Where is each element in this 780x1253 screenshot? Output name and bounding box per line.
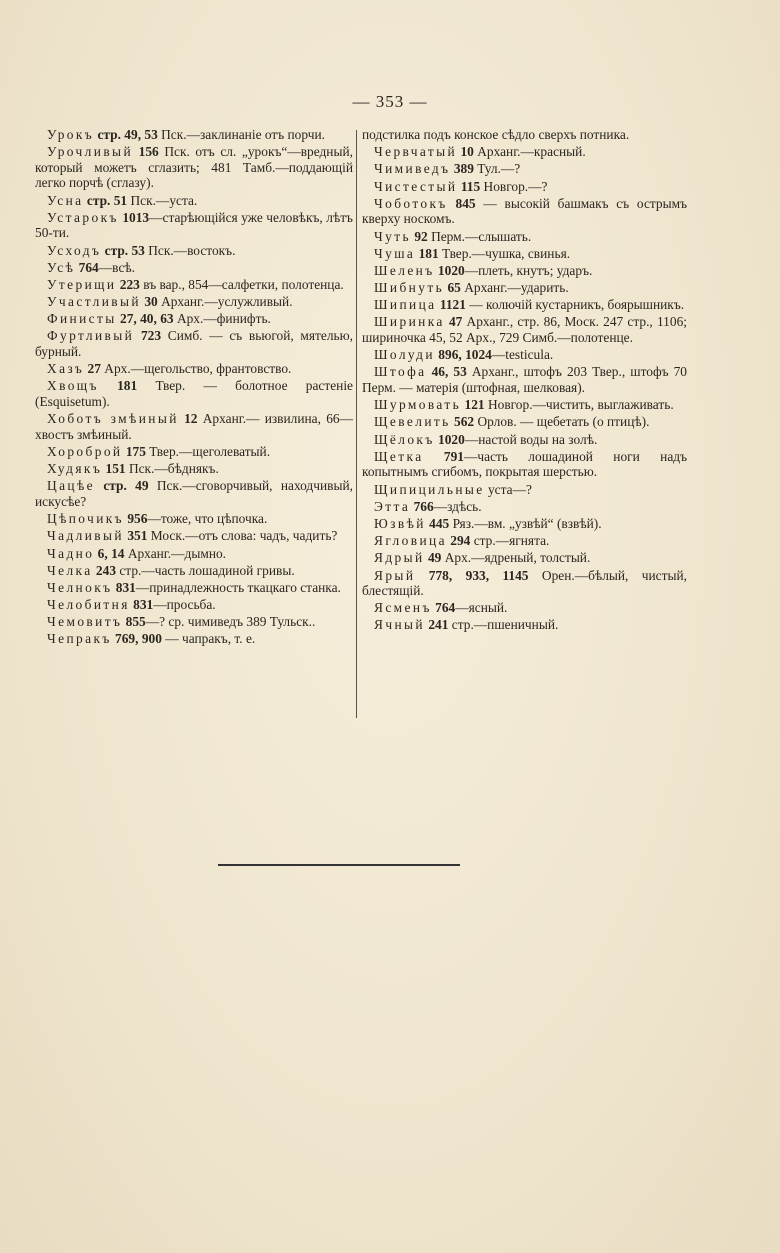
entry-headword: Челнокъ <box>47 579 113 595</box>
entry-definition: Арханг.—дымно. <box>124 545 227 561</box>
entry-headword: Участливый <box>47 294 141 310</box>
entry-definition: —testicula. <box>491 347 554 363</box>
entry-reference: 46, 53 <box>426 364 467 380</box>
entry-headword: Хазъ <box>47 361 85 377</box>
entry-definition: —? ср. чимиведъ 389 Тульск.. <box>145 614 316 630</box>
entry-definition: Твер.—чушка, свинья. <box>438 245 571 261</box>
entry-definition: — колючій кустарникъ, боярышникъ. <box>465 297 685 313</box>
entry-headword: Чимиведъ <box>374 161 451 177</box>
dictionary-entry <box>362 161 687 177</box>
entry-reference: стр. 51 <box>83 192 128 208</box>
entry-definition: — высокій башмакъ съ острымъ кверху носкомъ. <box>362 195 688 227</box>
entry-headword: Штофа <box>374 364 427 380</box>
entry-definition: подстилка подъ конское сѣдло сверхъ потника. <box>362 127 630 142</box>
entry-headword: Хороброй <box>47 444 123 459</box>
right-column <box>362 127 687 635</box>
dictionary-entry <box>35 631 353 647</box>
entry-reference: 1020 <box>434 262 465 278</box>
entry-reference: 1013 <box>118 209 150 225</box>
entry-definition: —часть лошадиной ноги надъ копытнымъ сгибомъ, покрытая шерстью. <box>362 448 687 480</box>
entry-definition: въ вар., 854—салфетки, полотенца. <box>139 276 344 292</box>
entry-reference: 27 <box>84 361 101 377</box>
entry-definition: Новгор.—чистить, выглаживать. <box>484 397 674 413</box>
dictionary-entry <box>362 432 687 448</box>
entry-definition: стр.—часть лошадиной гривы. <box>116 562 295 578</box>
entry-headword: Юзвѣй <box>374 515 426 531</box>
dictionary-entry <box>362 449 687 480</box>
entry-reference: 49 <box>424 550 442 566</box>
entry-headword: Чадно <box>47 545 95 561</box>
entry-reference: 223 <box>116 276 140 292</box>
entry-definition: Твер. — болотное растеніе (Esquisetum). <box>35 378 353 410</box>
dictionary-entry <box>362 516 687 532</box>
entry-definition: Орлов. — щебетать (о птицѣ). <box>474 414 650 430</box>
dictionary-entry <box>35 210 353 241</box>
entry-definition: Арх.—ядреный, толстый. <box>441 550 591 566</box>
dictionary-entry <box>35 311 353 327</box>
entry-reference: 723 <box>134 328 162 344</box>
dictionary-entry <box>362 229 687 245</box>
entry-reference: 181 <box>415 245 439 261</box>
dictionary-entry <box>362 550 687 566</box>
entry-headword: Шурмовать <box>374 397 462 413</box>
dictionary-entry <box>362 414 687 430</box>
entry-definition: Перм.—слышать. <box>427 228 532 244</box>
entry-definition: Пск.—сговорчивый, находчивый, искусѣе? <box>35 478 353 509</box>
entry-definition: —вcѣ. <box>98 259 136 275</box>
entry-reference: стр. 53 <box>101 242 145 258</box>
entry-headword: Худякъ <box>47 461 103 477</box>
dictionary-entry <box>35 328 353 359</box>
entry-definition: Твер.—щеголеватый. <box>145 444 271 459</box>
dictionary-entry <box>362 196 687 227</box>
entry-reference: 389 <box>450 161 474 177</box>
entry-definition: Симб. — съ вьюгой, мятелью, бурный. <box>35 328 353 360</box>
entry-definition: —плеть, кнутъ; ударъ. <box>464 262 593 278</box>
entry-headword: Щетка <box>374 448 424 464</box>
entry-headword: Усходъ <box>47 242 102 258</box>
entry-definition: Ряз.—вм. „узвѣй“ (взвѣй). <box>449 515 602 531</box>
entry-reference: 1020 <box>434 431 465 447</box>
dictionary-entry <box>362 533 687 549</box>
entry-headword: Челобитня <box>47 597 130 613</box>
dictionary-entry <box>35 528 353 544</box>
entry-reference: 115 <box>457 178 481 194</box>
entry-reference: 766 <box>410 498 434 514</box>
entry-reference: 151 <box>102 461 126 477</box>
dictionary-entry <box>35 580 353 596</box>
entry-headword: Чистестый <box>374 178 458 194</box>
dictionary-entry <box>35 243 353 259</box>
entry-headword: Хвощъ <box>47 378 99 394</box>
entry-headword: Чадливый <box>47 528 124 544</box>
entry-headword: Ячный <box>374 617 425 633</box>
entry-definition: — чапракъ, т. е. <box>161 631 256 647</box>
entry-headword: Цѣпочикъ <box>47 511 124 527</box>
dictionary-entry <box>35 597 353 613</box>
dictionary-entry <box>362 263 687 279</box>
entry-headword: Щевелить <box>374 414 451 430</box>
entry-headword: Урокъ <box>47 127 95 142</box>
left-column <box>35 127 353 649</box>
entry-headword: Ядрый <box>374 550 425 566</box>
dictionary-entry <box>35 294 353 310</box>
entry-headword: Усна <box>47 192 84 208</box>
dictionary-entry <box>35 361 353 377</box>
entry-headword: Хоботъ змѣиный <box>47 411 179 427</box>
entry-headword: Ярый <box>374 567 416 583</box>
entry-definition: стр.—ягнята. <box>470 533 550 549</box>
entry-headword: Финисты <box>47 311 117 327</box>
entry-headword: Шибнуть <box>374 280 445 296</box>
dictionary-entry <box>362 482 687 498</box>
entry-reference: 181 <box>98 378 138 394</box>
dictionary-entry <box>35 461 353 477</box>
entry-reference: 562 <box>450 414 475 430</box>
entry-reference: 121 <box>461 397 485 413</box>
entry-reference: 65 <box>444 280 461 296</box>
page-number: — 353 — <box>352 92 428 111</box>
entry-headword: Щёлокъ <box>374 431 435 447</box>
entry-headword: Урочливый <box>47 144 134 160</box>
entry-definition: стр.—пшеничный. <box>448 617 559 633</box>
dictionary-entry <box>35 411 353 442</box>
entry-definition: —здѣсь. <box>433 498 482 514</box>
entry-definition: Арханг.—услужливый. <box>157 294 293 310</box>
entry-headword: Цацѣе <box>47 478 95 494</box>
dictionary-entry <box>35 127 353 143</box>
dictionary-entry <box>362 364 687 395</box>
dictionary-entry <box>35 193 353 209</box>
entry-reference: 764 <box>431 600 456 616</box>
dictionary-entry <box>35 614 353 630</box>
entry-definition: Арханг., штофъ 203 Твер., штофъ 70 Перм. — матерія (штофная, шелковая). <box>362 364 688 396</box>
entry-definition: Пск.—уста. <box>127 192 198 208</box>
dictionary-entry <box>362 347 687 363</box>
entry-headword: Шеленъ <box>374 262 435 278</box>
dictionary-entry <box>35 260 353 276</box>
end-rule <box>218 864 460 866</box>
entry-reference: 6, 14 <box>94 545 125 561</box>
entry-headword: Ягловица <box>374 533 447 549</box>
entry-definition: —ясный. <box>455 600 508 616</box>
entry-headword: Червчатый <box>374 144 458 160</box>
entry-definition: —настой воды на золѣ. <box>464 431 598 447</box>
entry-headword: Ясменъ <box>374 600 432 616</box>
dictionary-entry <box>35 277 353 293</box>
column-divider <box>356 130 357 718</box>
entry-reference: 47 <box>444 314 463 330</box>
dictionary-entry <box>35 546 353 562</box>
entry-headword: Утерищи <box>47 276 117 292</box>
entry-reference: 445 <box>425 515 450 531</box>
entry-reference: 831 <box>112 579 136 595</box>
entry-headword: Челка <box>47 562 93 578</box>
dictionary-entry <box>362 314 687 345</box>
entry-reference: 243 <box>92 562 117 578</box>
dictionary-entry <box>35 563 353 579</box>
entry-definition: Моск.—отъ слова: чадъ, чадить? <box>147 528 338 544</box>
entry-reference: 92 <box>410 228 428 244</box>
entry-definition: уста—? <box>484 481 532 497</box>
entry-reference: 30 <box>140 294 158 310</box>
entry-headword: Шолуди <box>374 347 435 363</box>
entry-headword: Этта <box>374 498 411 514</box>
entry-definition: Орен.—бѣлый, чистый, блестящій. <box>362 567 687 599</box>
dictionary-entry <box>362 127 687 143</box>
dictionary-entry <box>35 511 353 527</box>
entry-definition: Пск. отъ сл. „урокъ“—вредный, который можетъ сглазить; 481 Тамб.—поддающій легко порчѣ (сглазу). <box>35 144 353 191</box>
entry-reference: 855 <box>122 614 146 630</box>
entry-reference: 27, 40, 63 <box>116 311 174 327</box>
entry-headword: Фуртливый <box>47 328 135 344</box>
entry-definition: —просьба. <box>153 597 216 613</box>
entry-definition: Арх.—финифть. <box>173 311 271 327</box>
entry-definition: —тоже, что цѣпочка. <box>147 511 268 527</box>
entry-reference: стр. 49, 53 <box>94 127 158 142</box>
entry-headword: Щипицильные <box>374 481 485 497</box>
entry-definition: Арханг., стр. 86, Моск. 247 стр., 1106; шириночка 45, 52 Арх., 729 Симб.—полотенце. <box>362 314 687 346</box>
entry-definition: Пск.—востокъ. <box>144 242 236 258</box>
entry-definition: Новгор.—? <box>480 178 548 194</box>
entry-definition: Арх.—щегольство, франтовство. <box>100 361 292 377</box>
dictionary-entry <box>362 568 687 599</box>
entry-reference: 351 <box>124 528 148 544</box>
entry-reference: 778, 933, 1145 <box>415 567 529 583</box>
entry-headword: Чуть <box>374 228 411 244</box>
entry-reference: 294 <box>446 533 471 549</box>
entry-reference: 241 <box>425 617 449 633</box>
entry-reference: 175 <box>122 444 146 459</box>
dictionary-entry <box>362 397 687 413</box>
entry-reference: 845 <box>447 195 476 211</box>
dictionary-entry <box>362 144 687 160</box>
entry-headword: Чепракъ <box>47 631 112 647</box>
entry-headword: Усѣ <box>47 259 76 275</box>
dictionary-entry <box>35 378 353 409</box>
dictionary-entry <box>362 280 687 296</box>
entry-definition: Арханг.—красный. <box>473 144 586 160</box>
entry-reference: 764 <box>75 259 99 275</box>
dictionary-entry <box>362 297 687 313</box>
entry-reference: стр. 49 <box>95 478 149 494</box>
dictionary-entry <box>362 617 687 633</box>
dictionary-entry <box>35 144 353 191</box>
entry-reference: 12 <box>178 411 198 427</box>
entry-definition: Арханг.—ударить. <box>460 280 569 296</box>
entry-reference: 10 <box>457 144 474 160</box>
entry-reference: 831 <box>129 597 154 613</box>
entry-definition: —старѣющійся уже человѣкъ, лѣтъ 50-ти. <box>35 209 353 241</box>
entry-reference: 769, 900 <box>111 631 162 647</box>
entry-reference: 1121 <box>436 297 466 313</box>
dictionary-entry <box>35 478 353 509</box>
entry-reference: 956 <box>124 511 148 527</box>
dictionary-entry <box>35 444 353 460</box>
entry-reference: 896, 1024 <box>434 347 492 363</box>
entry-definition: Пск.—заклинаніе отъ порчи. <box>157 127 325 142</box>
dictionary-entry <box>362 179 687 195</box>
dictionary-entry <box>362 600 687 616</box>
entry-headword: Чоботокъ <box>374 195 448 211</box>
entry-definition: Арханг.— извилина, 66—хвостъ змѣиный. <box>35 411 353 442</box>
entry-definition: Пск.—бѣднякъ. <box>125 461 219 477</box>
entry-reference: 156 <box>133 144 159 160</box>
entry-headword: Чемовитъ <box>47 614 123 630</box>
entry-headword: Ширинка <box>374 314 445 330</box>
entry-definition: —принадлежность ткацкаго станка. <box>135 579 341 595</box>
entry-headword: Чуша <box>374 245 416 261</box>
dictionary-entry <box>362 499 687 515</box>
entry-definition: Тул.—? <box>473 161 521 177</box>
dictionary-entry <box>362 246 687 262</box>
entry-reference: 791 <box>423 448 464 464</box>
entry-headword: Устарокъ <box>47 209 119 225</box>
entry-headword: Шипица <box>374 297 437 313</box>
